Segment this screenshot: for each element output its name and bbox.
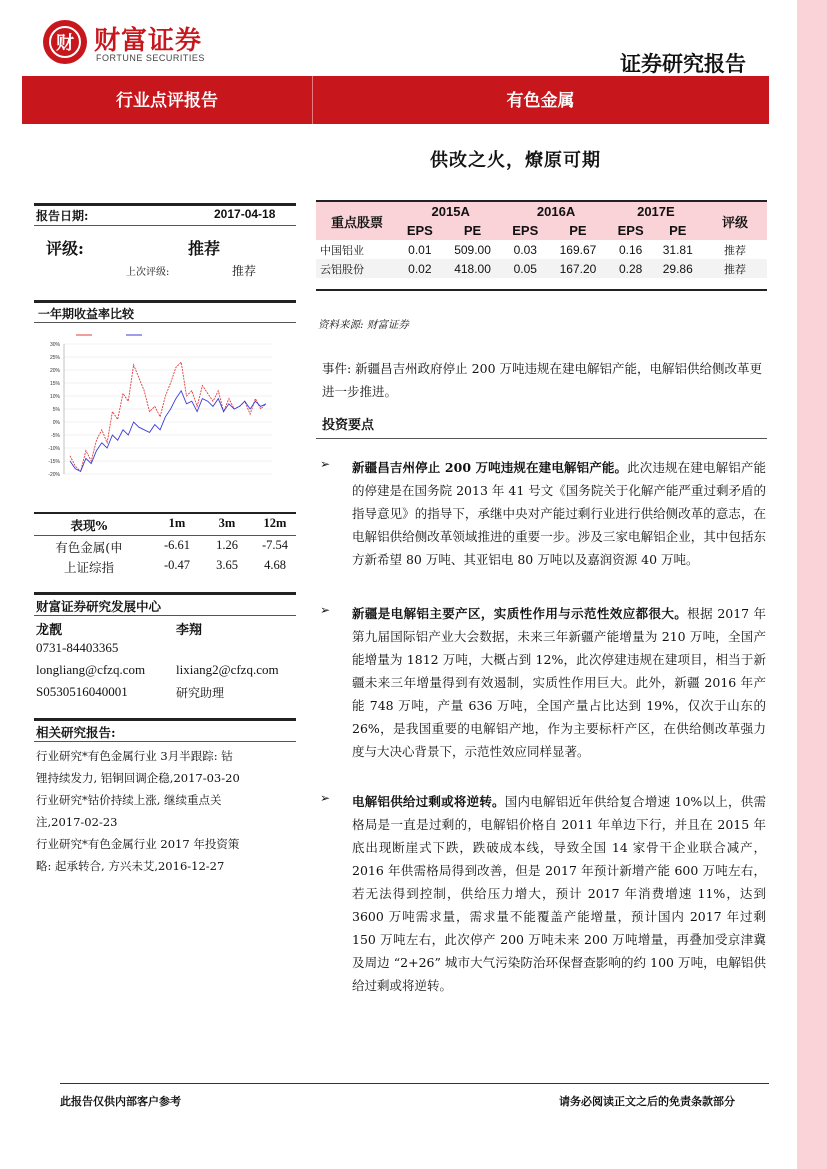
divider [316,200,767,202]
divider [34,741,296,742]
analyst-phone: 0731-84403365 [36,640,119,655]
table-row [34,538,296,558]
table-row [34,558,296,578]
cell-value: 1.26 [216,538,238,552]
analyst-email[interactable]: longliang@cfzq.com [36,662,146,677]
stock-metric: 418.00 [454,261,491,276]
divider [316,289,767,291]
divider [34,615,296,616]
y-tick-label: 0% [52,420,60,426]
analyst-name: 李翔 [176,623,203,638]
cell-value: 1m [168,516,186,530]
metric-header: PE [669,223,687,238]
key-point-lead: 新疆是电解铝主要产区，实质性作用与示范性效应都很大。 [352,606,688,621]
bullet-arrow-icon: ➢ [320,457,331,471]
bullet-arrow-icon: ➢ [320,603,331,617]
divider [34,322,296,323]
key-point-text [352,456,766,571]
cell-value: -6.61 [163,538,191,552]
key-point-lead: 新疆昌吉州停止 200 万吨违规在建电解铝产能。 [352,460,628,475]
y-tick-label: 25% [49,355,60,361]
chart-title: 一年期收益率比较 [38,307,135,321]
cell-value: -0.47 [163,558,191,572]
metric-header: EPS [512,223,539,238]
analyst-cert: S0530516040001 [36,684,128,699]
key-stocks-table [316,202,767,278]
stock-rating: 推荐 [724,262,746,276]
prev-rating-label: 上次评级: [126,267,170,278]
stock-metric: 0.01 [408,242,432,257]
stock-metric: 0.03 [513,242,537,257]
source-note: 资料来源: 财富证券 [318,319,409,331]
return-chart [36,328,292,504]
industry-name: 有色金属 [506,91,575,111]
related-report-line: 略: 起承转合, 方兴未艾,2016-12-27 [36,859,225,873]
disclaimer-note: 请务必阅读正文之后的免责条款部分 [559,1095,735,1108]
bullet-arrow-icon: ➢ [320,791,331,805]
cell-value: 3m [218,516,236,530]
stock-metric: 0.05 [513,261,537,276]
y-tick-label: 30% [49,342,60,348]
related-report-line: 行业研究*有色金属行业 3月半跟踪: 钴 [36,749,233,763]
related-report-line: 行业研究*有色金属行业 2017 年投资策 [36,837,240,851]
rating-label: 评级: [46,239,84,258]
year-header: 2016A [536,204,576,219]
footer-note: 此报告仅供内部客户参考 [60,1095,181,1108]
stock-metric: 31.81 [662,242,693,257]
related-reports-title: 相关研究报告: [36,725,116,740]
page-title: 供改之火，燎原可期 [430,150,601,171]
year-header: 2017E [637,204,675,219]
y-tick-label: -15% [48,459,60,465]
event-text: 事件: 新疆昌吉州政府停止 200 万吨违规在建电解铝产能，电解铝供给侧改革更进一步推进。 [322,361,762,399]
divider [34,203,296,206]
date-label: 报告日期: [36,209,89,223]
prev-rating-value: 推荐 [232,264,257,278]
stock-metric: 0.28 [618,261,643,276]
stock-rating: 推荐 [724,243,746,257]
brand-name: 财富证券 [94,26,203,56]
rating-value: 推荐 [188,239,221,258]
stock-metric: 0.02 [408,261,432,276]
key-point-text [352,790,766,997]
stock-metric: 509.00 [454,242,491,257]
table-row [34,516,296,536]
key-point-text [352,602,766,763]
key-points-title: 投资要点 [322,418,375,433]
stock-name: 云铝股份 [320,262,364,276]
cell-value: 3.65 [216,558,238,572]
related-reports-list [36,745,296,877]
brand-name-en: FORTUNE SECURITIES [96,53,205,63]
y-tick-label: 20% [49,368,60,374]
key-point-body: 根据 2017 年第九届国际铝产业大会数据，未来三年新疆产能增量为 210 万吨，全国产能增量为 1812 万吨，大概占到 12%，此次停建违规在建项目，相当于新疆未来三年增量得到有效遏制，实质性作用巨大。此外，新疆 2016 年产能 748 万吨，产量 636 万吨，全国产量占比达到 19%，仅次于山东的 26%，是我国重要的电解铝产地，作为主要标杆产区，在供给侧改革强力度与大决心背景下，示范性效应同样显著。 [352,606,766,759]
key-point-lead: 电解铝供给过剩或将逆转。 [352,794,505,809]
stock-name: 中国铝业 [320,243,364,257]
footer-divider [60,1083,769,1084]
analyst-name: 龙靓 [36,623,63,638]
divider [34,300,296,303]
related-report-line: 锂持续发力, 铝铜回调企稳,2017-03-20 [36,771,240,785]
key-point-body: 此次违规在建电解铝产能的停建是在国务院 2013 年 41 号文《国务院关于化解产能严重过剩矛盾的指导意见》的指导下，承继中央对产能过剩行业进行供给侧改革的意志，在电解铝供给侧改革领域推进的重要一步。涉及三家电解铝企业，其中包括东方新希望 80 万吨、其亚铝电 80 万吨以及嘉润资源 40 万吨。 [352,460,766,567]
research-center: 财富证券研究发展中心 [36,599,162,614]
metric-header: PE [463,223,482,238]
cell-value: 4.68 [264,558,286,572]
y-tick-label: 15% [49,381,60,387]
related-report-line: 注,2017-02-23 [36,815,118,829]
stock-metric: 169.67 [559,242,597,257]
y-tick-label: 10% [49,394,60,400]
divider [34,225,296,226]
row-label: 表现% [70,518,108,533]
metric-header: EPS [406,223,433,238]
analyst-email[interactable]: lixiang2@cfzq.com [176,662,279,677]
logo-icon: 财 [43,20,87,64]
row-label: 上证综指 [63,560,114,575]
stock-header: 重点股票 [330,215,383,231]
series-line [70,362,266,471]
series-line [70,391,266,472]
table-row [316,240,767,259]
stock-metric: 29.86 [662,261,693,276]
stock-metric: 167.20 [559,261,597,276]
key-point-body: 国内电解铝近年供给复合增速 10%以上，供需格局是一直是过剩的，电解铝价格自 2011 年单边下行，并且在 2015 年底出现断崖式下跌，跌破成本线，导致全国 14 家骨干企业联合减产，2016 年供需格局得到改善，但是 2017 年预计新增产能 600 万吨左右，若无法得到控制，供给压力增大，预计 2017 年消费增速 11%，达到 3600 万吨需求量，需求量不能覆盖产能增量，预计国内 2017 年过剩 150 万吨左右，此次停产 200 万吨未来 200 万吨增量，再叠加受京津冀及周边 “2+26” 城市大气污染防治环保督查影响的约 100 万吨，电解铝供给过剩或将逆转。 [352,794,766,993]
analyst-title: 研究助理 [176,686,225,700]
table-row [316,259,767,278]
side-strip [797,0,827,1169]
y-tick-label: 5% [52,407,60,413]
metric-header: EPS [617,223,644,238]
cell-value: 12m [263,516,287,530]
divider [34,592,296,595]
divider [34,535,296,536]
cell-value: -7.54 [261,538,289,552]
y-tick-label: -20% [48,472,60,478]
report-date: 2017-04-18 [214,207,276,221]
divider [34,512,296,514]
report-category: 行业点评报告 [116,91,218,111]
y-tick-label: -5% [51,433,60,439]
y-tick-label: -10% [48,446,60,452]
divider [34,718,296,721]
row-label: 有色金属(申 [55,540,123,555]
rating-header: 评级 [721,215,748,231]
divider [316,438,767,439]
related-report-line: 行业研究*钴价持续上涨, 继续重点关 [36,793,222,807]
metric-header: PE [569,223,587,238]
report-type: 证券研究报告 [620,51,746,76]
year-header: 2015A [431,204,470,219]
stock-metric: 0.16 [618,242,643,257]
